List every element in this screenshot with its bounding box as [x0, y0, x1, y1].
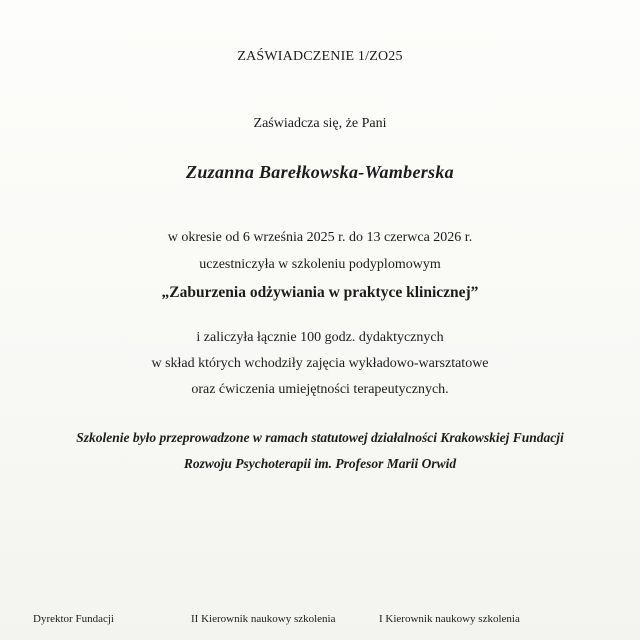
signature-label-first-manager: I Kierownik naukowy szkolenia	[379, 613, 520, 625]
composition-text: w skład których wchodziły zajęcia wykładowo-warsztatowe	[151, 356, 489, 371]
training-period: w okresie od 6 września 2025 r. do 13 czerwca 2026 r.	[167, 230, 473, 245]
participation-text: uczestniczyła w szkoleniu podyplomowym	[199, 257, 441, 272]
foundation-note-line-1: Szkolenie było przeprowadzone w ramach statutowej działalności Krakowskiej Fundacji	[76, 430, 564, 445]
recipient-name: Zuzanna Barełkowska-Wamberska	[186, 162, 454, 182]
course-name: „Zaburzenia odżywiania w praktyce klinicznej”	[161, 284, 479, 301]
certificate-title: ZAŚWIADCZENIE 1/ZO25	[237, 49, 403, 64]
signature-label-director: Dyrektor Fundacji	[33, 613, 114, 625]
hours-text: i zaliczyła łącznie 100 godz. dydaktycznych	[196, 330, 444, 345]
exercises-text: oraz ćwiczenia umiejętności terapeutycznych.	[191, 382, 449, 397]
certificate-intro: Zaświadcza się, że Pani	[253, 116, 387, 131]
signature-label-second-manager: II Kierownik naukowy szkolenia	[191, 613, 336, 625]
foundation-note-line-2: Rozwoju Psychoterapii im. Profesor Marii Orwid	[183, 456, 457, 471]
